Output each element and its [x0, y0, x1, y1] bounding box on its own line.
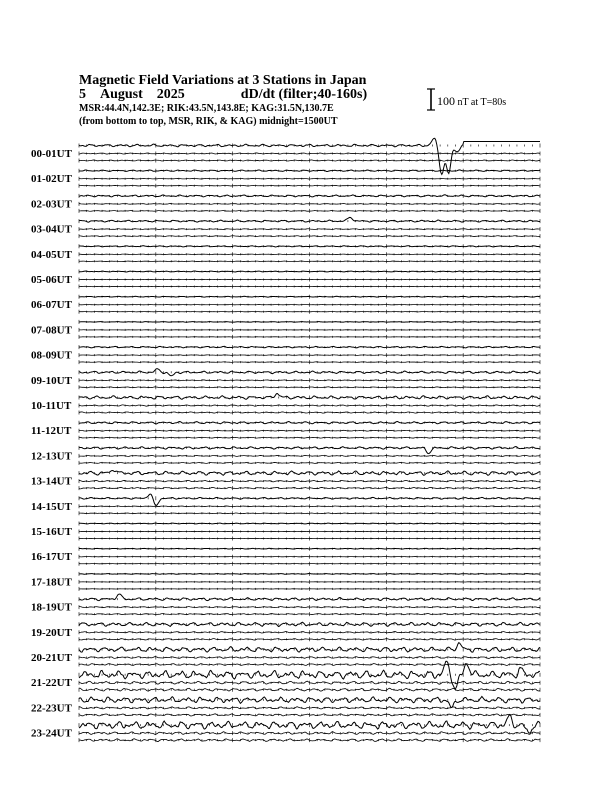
row-label: 03-04UT	[31, 223, 72, 236]
scale-unit: nT at T=80s	[457, 97, 507, 108]
row-label: 00-01UT	[31, 148, 72, 160]
station-coordinates: MSR:44.4N,142.3E; RIK:43.5N,143.8E; KAG:31.5N,130.7E	[79, 103, 334, 114]
row-label: 01-02UT	[31, 173, 72, 186]
row-label: 13-14UT	[31, 475, 72, 488]
row-label: 09-10UT	[31, 374, 72, 387]
trace-KAG	[79, 362, 540, 363]
date-month: August	[100, 87, 143, 102]
row-label: 11-12UT	[31, 425, 72, 438]
filter-label: (filter;40-160s)	[278, 87, 368, 102]
row-label: 19-20UT	[31, 626, 72, 639]
row-label: 16-17UT	[31, 551, 72, 564]
row-label: 04-05UT	[31, 248, 72, 261]
row-label: 18-19UT	[31, 601, 72, 614]
row-label: 23-24UT	[31, 727, 72, 740]
row-label: 14-15UT	[31, 500, 72, 513]
station-order-note: (from bottom to top, MSR, RIK, & KAG) midnight=1500UT	[79, 116, 338, 127]
date-year: 2025	[156, 87, 185, 102]
row-label: 07-08UT	[31, 324, 72, 337]
trace-MSR	[79, 715, 540, 734]
row-label: 05-06UT	[31, 274, 72, 286]
trace-MSR	[79, 322, 540, 323]
trace-RIK	[79, 506, 540, 507]
chart-title: Magnetic Field Variations at 3 Stations in Japan	[79, 73, 367, 88]
quantity-label: dD/dt	[240, 87, 276, 102]
row-label: 10-11UT	[31, 400, 72, 412]
row-label: 12-13UT	[31, 450, 72, 463]
row-label: 08-09UT	[31, 349, 72, 362]
row-label: 21-22UT	[31, 677, 72, 690]
trace-MSR	[79, 696, 540, 707]
trace-KAG	[79, 185, 540, 186]
date-day: 5	[79, 87, 86, 102]
row-label: 02-03UT	[31, 198, 72, 211]
scale-value: 100	[437, 94, 455, 108]
trace-RIK	[79, 355, 540, 356]
row-label: 17-18UT	[31, 576, 72, 589]
row-label: 20-21UT	[31, 652, 72, 664]
row-label: 15-16UT	[31, 526, 72, 538]
row-label: 22-23UT	[31, 702, 72, 715]
trace-KAG	[79, 513, 540, 514]
row-label: 06-07UT	[31, 299, 72, 312]
